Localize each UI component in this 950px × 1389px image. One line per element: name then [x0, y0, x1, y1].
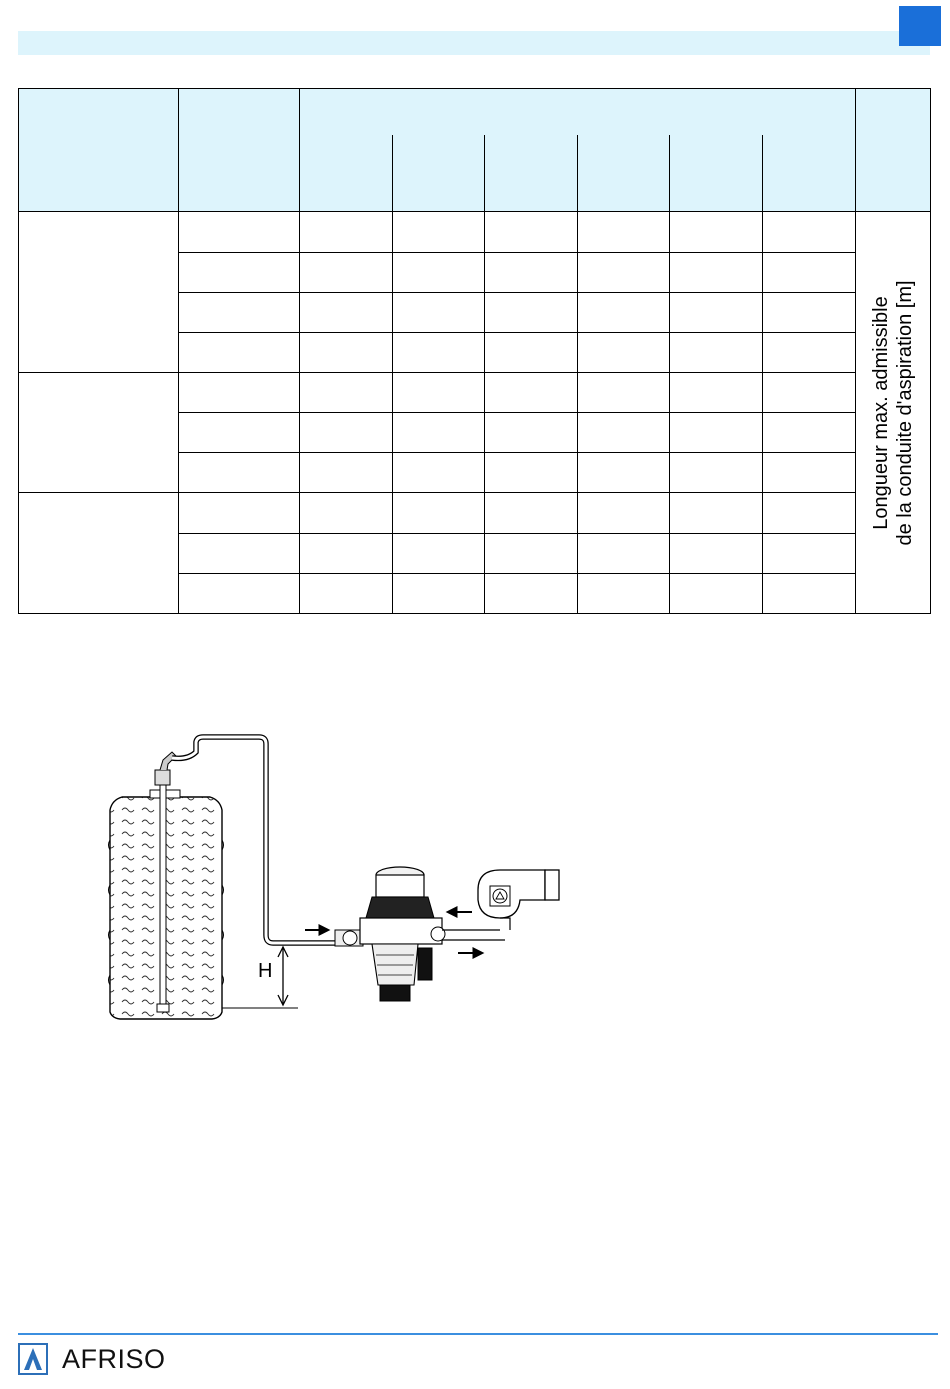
table-cell [179, 292, 300, 332]
header-band [18, 31, 930, 55]
table-cell [179, 533, 300, 573]
table-cell [393, 453, 485, 493]
table-cell [485, 212, 578, 252]
height-label: H [258, 960, 273, 982]
brand-name: AFRISO [62, 1343, 166, 1374]
table-cell [485, 453, 578, 493]
table-cell [578, 212, 670, 252]
side-label [869, 280, 917, 545]
table-cell [763, 373, 856, 413]
table-cell [393, 573, 485, 613]
suction-line-table [18, 88, 930, 614]
table-cell [300, 252, 393, 292]
table-cell [179, 373, 300, 413]
table-cell [670, 212, 763, 252]
table-cell [179, 212, 300, 252]
header-sub-4 [578, 135, 670, 212]
table-cell [763, 573, 856, 613]
header-cell-1 [19, 89, 179, 212]
table-cell [578, 332, 670, 372]
table-cell [578, 573, 670, 613]
brand-logo [18, 1342, 166, 1376]
table-cell [670, 493, 763, 533]
table-cell [485, 252, 578, 292]
side-label-cell [856, 212, 931, 614]
table-cell [485, 373, 578, 413]
table-cell [763, 212, 856, 252]
table-cell [670, 252, 763, 292]
table-cell [670, 413, 763, 453]
table-cell [179, 332, 300, 372]
table-cell [179, 413, 300, 453]
table-cell [763, 332, 856, 372]
table-cell [300, 573, 393, 613]
group-cell-3 [19, 493, 179, 614]
table-cell [179, 453, 300, 493]
table-cell [763, 533, 856, 573]
language-tab[interactable] [899, 6, 941, 46]
burner-icon [478, 870, 559, 930]
header-sub-1 [300, 135, 393, 212]
table-cell [578, 292, 670, 332]
table-cell [763, 493, 856, 533]
table-cell [300, 413, 393, 453]
footer-line [18, 1333, 938, 1335]
table-cell [670, 332, 763, 372]
table-cell [300, 373, 393, 413]
side-label-line1: Longueur max. admissible [870, 295, 893, 530]
table-cell [300, 332, 393, 372]
table-cell [393, 533, 485, 573]
afriso-logo-icon [18, 1343, 48, 1375]
table-cell [485, 332, 578, 372]
table-cell [179, 573, 300, 613]
table-cell [300, 533, 393, 573]
table-cell [670, 533, 763, 573]
table-cell [670, 573, 763, 613]
table-cell [393, 332, 485, 372]
table-cell [763, 413, 856, 453]
table-cell [393, 413, 485, 453]
header-sub-2 [393, 135, 485, 212]
table-cell [763, 453, 856, 493]
table-cell [578, 373, 670, 413]
group-cell-2 [19, 373, 179, 493]
header-sub-5 [670, 135, 763, 212]
table-cell [670, 453, 763, 493]
table-cell [578, 493, 670, 533]
table-cell [393, 373, 485, 413]
table-cell [578, 453, 670, 493]
table-cell [485, 292, 578, 332]
table-cell [485, 413, 578, 453]
table-cell [179, 252, 300, 292]
table-cell [578, 533, 670, 573]
header-sub-3 [485, 135, 578, 212]
installation-diagram [100, 725, 580, 1025]
table-cell [485, 573, 578, 613]
table-cell [670, 373, 763, 413]
side-label-line2: de la conduite d'aspiration [m] [894, 280, 917, 546]
table-cell [179, 493, 300, 533]
table-cell [300, 453, 393, 493]
table-cell [578, 413, 670, 453]
table-cell [393, 212, 485, 252]
header-cell-group [300, 89, 856, 135]
oil-tank [109, 752, 224, 1019]
table-cell [300, 212, 393, 252]
table-cell [300, 493, 393, 533]
table-cell [393, 292, 485, 332]
header-cell-2 [179, 89, 300, 212]
table-cell [300, 292, 393, 332]
table-cell [393, 493, 485, 533]
table-cell [763, 252, 856, 292]
header-cell-last [856, 89, 931, 212]
table-cell [763, 292, 856, 332]
height-dimension [222, 947, 298, 1008]
table-cell [485, 493, 578, 533]
table-cell [578, 252, 670, 292]
group-cell-1 [19, 212, 179, 373]
table-cell [485, 533, 578, 573]
table-cell [670, 292, 763, 332]
table-cell [393, 252, 485, 292]
header-sub-6 [763, 135, 856, 212]
